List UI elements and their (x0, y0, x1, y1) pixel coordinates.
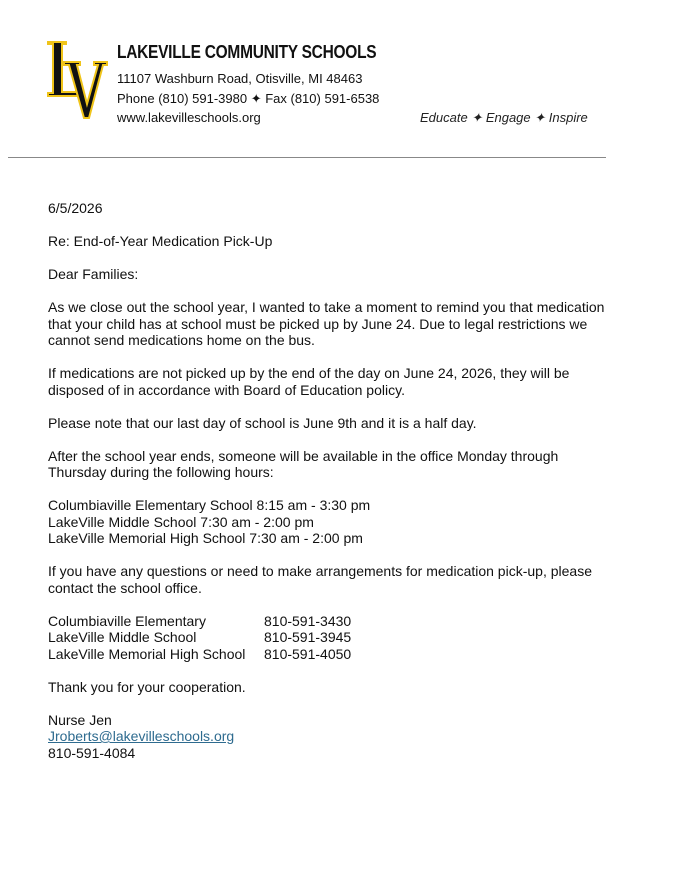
office-hours-list (48, 497, 618, 547)
school-phone-cell: 810-591-3945 (264, 629, 352, 645)
letter-contact-paragraph: If you have any questions or need to make arrangements for medication pick-up, please contact the school office. (48, 563, 592, 596)
letter-body (48, 200, 618, 778)
letter-paragraph: After the school year ends, someone will be available in the office Monday through Thursday during the following hours: (48, 447, 559, 480)
letter-subject: Re: End-of-Year Medication Pick-Up (48, 233, 273, 249)
table-row (48, 629, 351, 646)
signature-block (48, 712, 618, 762)
letter-closing: Thank you for your cooperation. (48, 678, 246, 695)
signature-phone: 810-591-4084 (48, 744, 136, 761)
school-phone-cell: 810-591-3430 (264, 612, 352, 629)
school-phone-fax: Phone (810) 591-3980 ✦ Fax (810) 591-6538 (117, 91, 380, 106)
letter-paragraph: Please note that our last day of school is June 9th and it is a half day. (48, 414, 477, 431)
signature-email-link[interactable]: Jroberts@lakevilleschools.org (48, 728, 235, 744)
letter-paragraph: As we close out the school year, I wanted to take a moment to remind you that medication that your child has at school must be picked up by June 24. Due to legal restrictions we cannot send medications home on the bus. (48, 299, 605, 348)
office-hours-item: LakeVille Middle School 7:30 am - 2:00 pm (48, 513, 314, 530)
letter-paragraph: If medications are not picked up by the end of the day on June 24, 2026, they will be disposed of in accordance with Board of Education policy. (48, 365, 570, 398)
school-website: www.lakevilleschools.org (117, 110, 261, 125)
header-divider (8, 157, 606, 158)
school-name-cell: Columbiaville Elementary (48, 612, 206, 629)
office-hours-item: LakeVille Memorial High School 7:30 am - 2:00 pm (48, 530, 363, 546)
school-name-cell: LakeVille Middle School (48, 629, 197, 645)
school-name: LAKEVILLE COMMUNITY SCHOOLS (117, 42, 377, 62)
table-row (48, 646, 351, 663)
school-phone-cell: 810-591-4050 (264, 645, 352, 662)
school-address: 11107 Washburn Road, Otisville, MI 48463 (117, 71, 363, 86)
letter-date: 6/5/2026 (48, 200, 103, 216)
signature-name: Nurse Jen (48, 711, 112, 728)
school-logo (46, 40, 108, 120)
school-motto: Educate ✦ Engage ✦ Inspire (420, 110, 588, 125)
table-row (48, 613, 351, 630)
office-hours-item: Columbiaville Elementary School 8:15 am - 3:30 pm (48, 497, 371, 513)
school-name-cell: LakeVille Memorial High School (48, 645, 246, 662)
letter-salutation: Dear Families: (48, 266, 139, 282)
school-phone-table (48, 613, 351, 663)
